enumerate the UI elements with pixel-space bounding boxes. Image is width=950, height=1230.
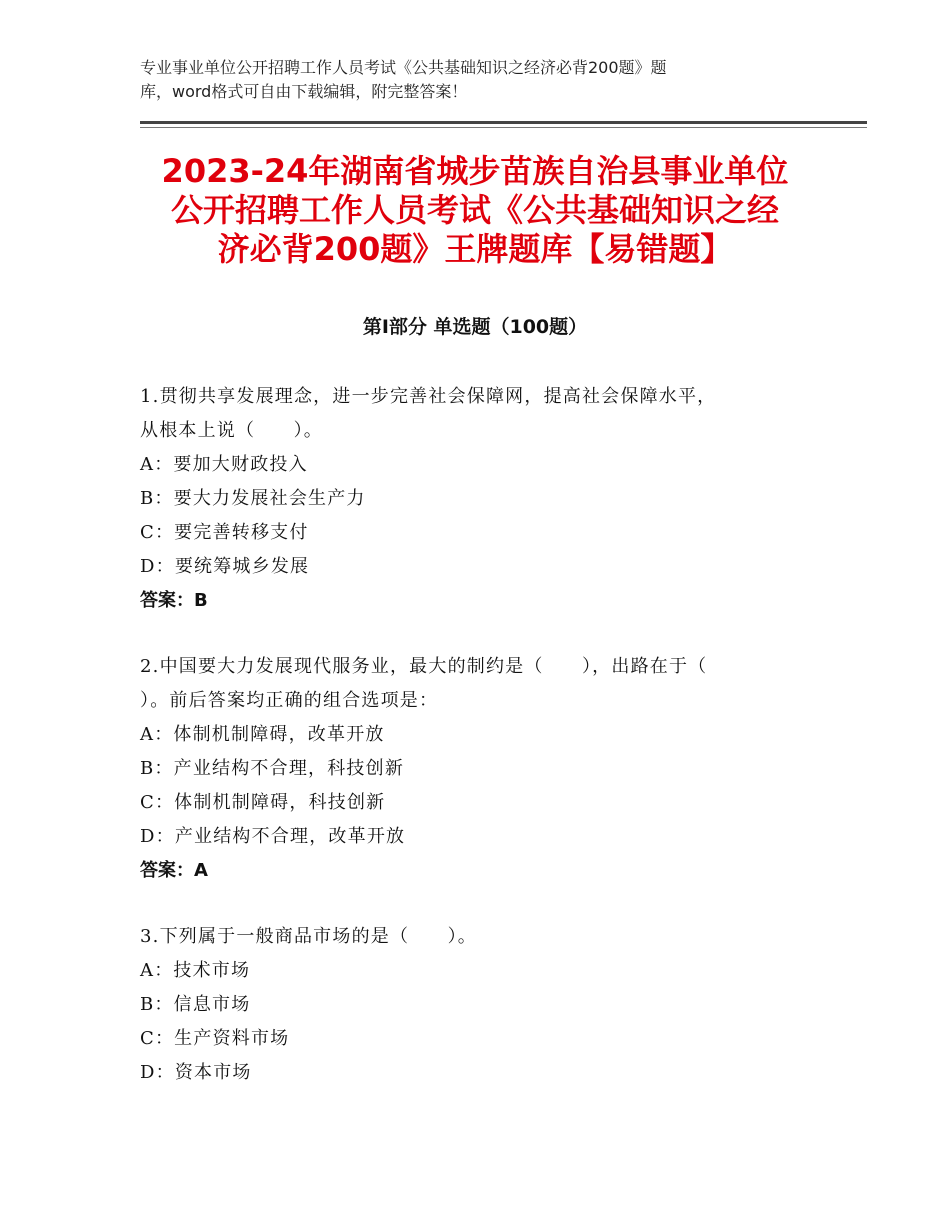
header-note-line-2: 库，word格式可自由下载编辑，附完整答案！ [140, 82, 468, 101]
option-d: D：要统筹城乡发展 [140, 556, 310, 577]
title-line-3: 济必背200题》王牌题库【易错题】 [217, 230, 733, 268]
option-c: C：生产资料市场 [140, 1028, 290, 1049]
answer-label: 答案：B [140, 590, 208, 611]
question-3 [140, 920, 820, 1090]
question-2 [140, 650, 820, 888]
answer-label: 答案：A [140, 860, 208, 881]
title-line-2: 公开招聘工作人员考试《公共基础知识之经 [170, 191, 779, 229]
document-title [140, 152, 810, 269]
option-a: A：体制机制障碍，改革开放 [140, 724, 385, 745]
option-c: C：要完善转移支付 [140, 522, 309, 543]
document-header-note [140, 56, 790, 104]
option-d: D：资本市场 [140, 1062, 252, 1083]
option-b: B：信息市场 [140, 994, 251, 1015]
question-stem-line: 从根本上说（ ）。 [140, 420, 323, 441]
header-divider-thin [140, 127, 867, 128]
question-stem-line: 3.下列属于一般商品市场的是（ ）。 [140, 926, 477, 947]
section-heading: 第Ⅰ部分 单选题（100题） [362, 316, 588, 338]
header-divider-thick [140, 121, 867, 124]
option-b: B：要大力发展社会生产力 [140, 488, 366, 509]
question-1 [140, 380, 820, 618]
title-line-1: 2023-24年湖南省城步苗族自治县事业单位 [161, 152, 789, 190]
header-note-line-1: 专业事业单位公开招聘工作人员考试《公共基础知识之经济必背200题》题 [140, 58, 667, 77]
question-stem-line: 1.贯彻共享发展理念，进一步完善社会保障网，提高社会保障水平， [140, 386, 717, 407]
question-stem-line: ）。前后答案均正确的组合选项是： [140, 690, 439, 711]
option-d: D：产业结构不合理，改革开放 [140, 826, 406, 847]
option-b: B：产业结构不合理，科技创新 [140, 758, 405, 779]
option-a: A：技术市场 [140, 960, 251, 981]
question-stem-line: 2.中国要大力发展现代服务业，最大的制约是（ ），出路在于（ [140, 656, 708, 677]
question-list [140, 380, 820, 1122]
option-a: A：要加大财政投入 [140, 454, 308, 475]
option-c: C：体制机制障碍，科技创新 [140, 792, 386, 813]
